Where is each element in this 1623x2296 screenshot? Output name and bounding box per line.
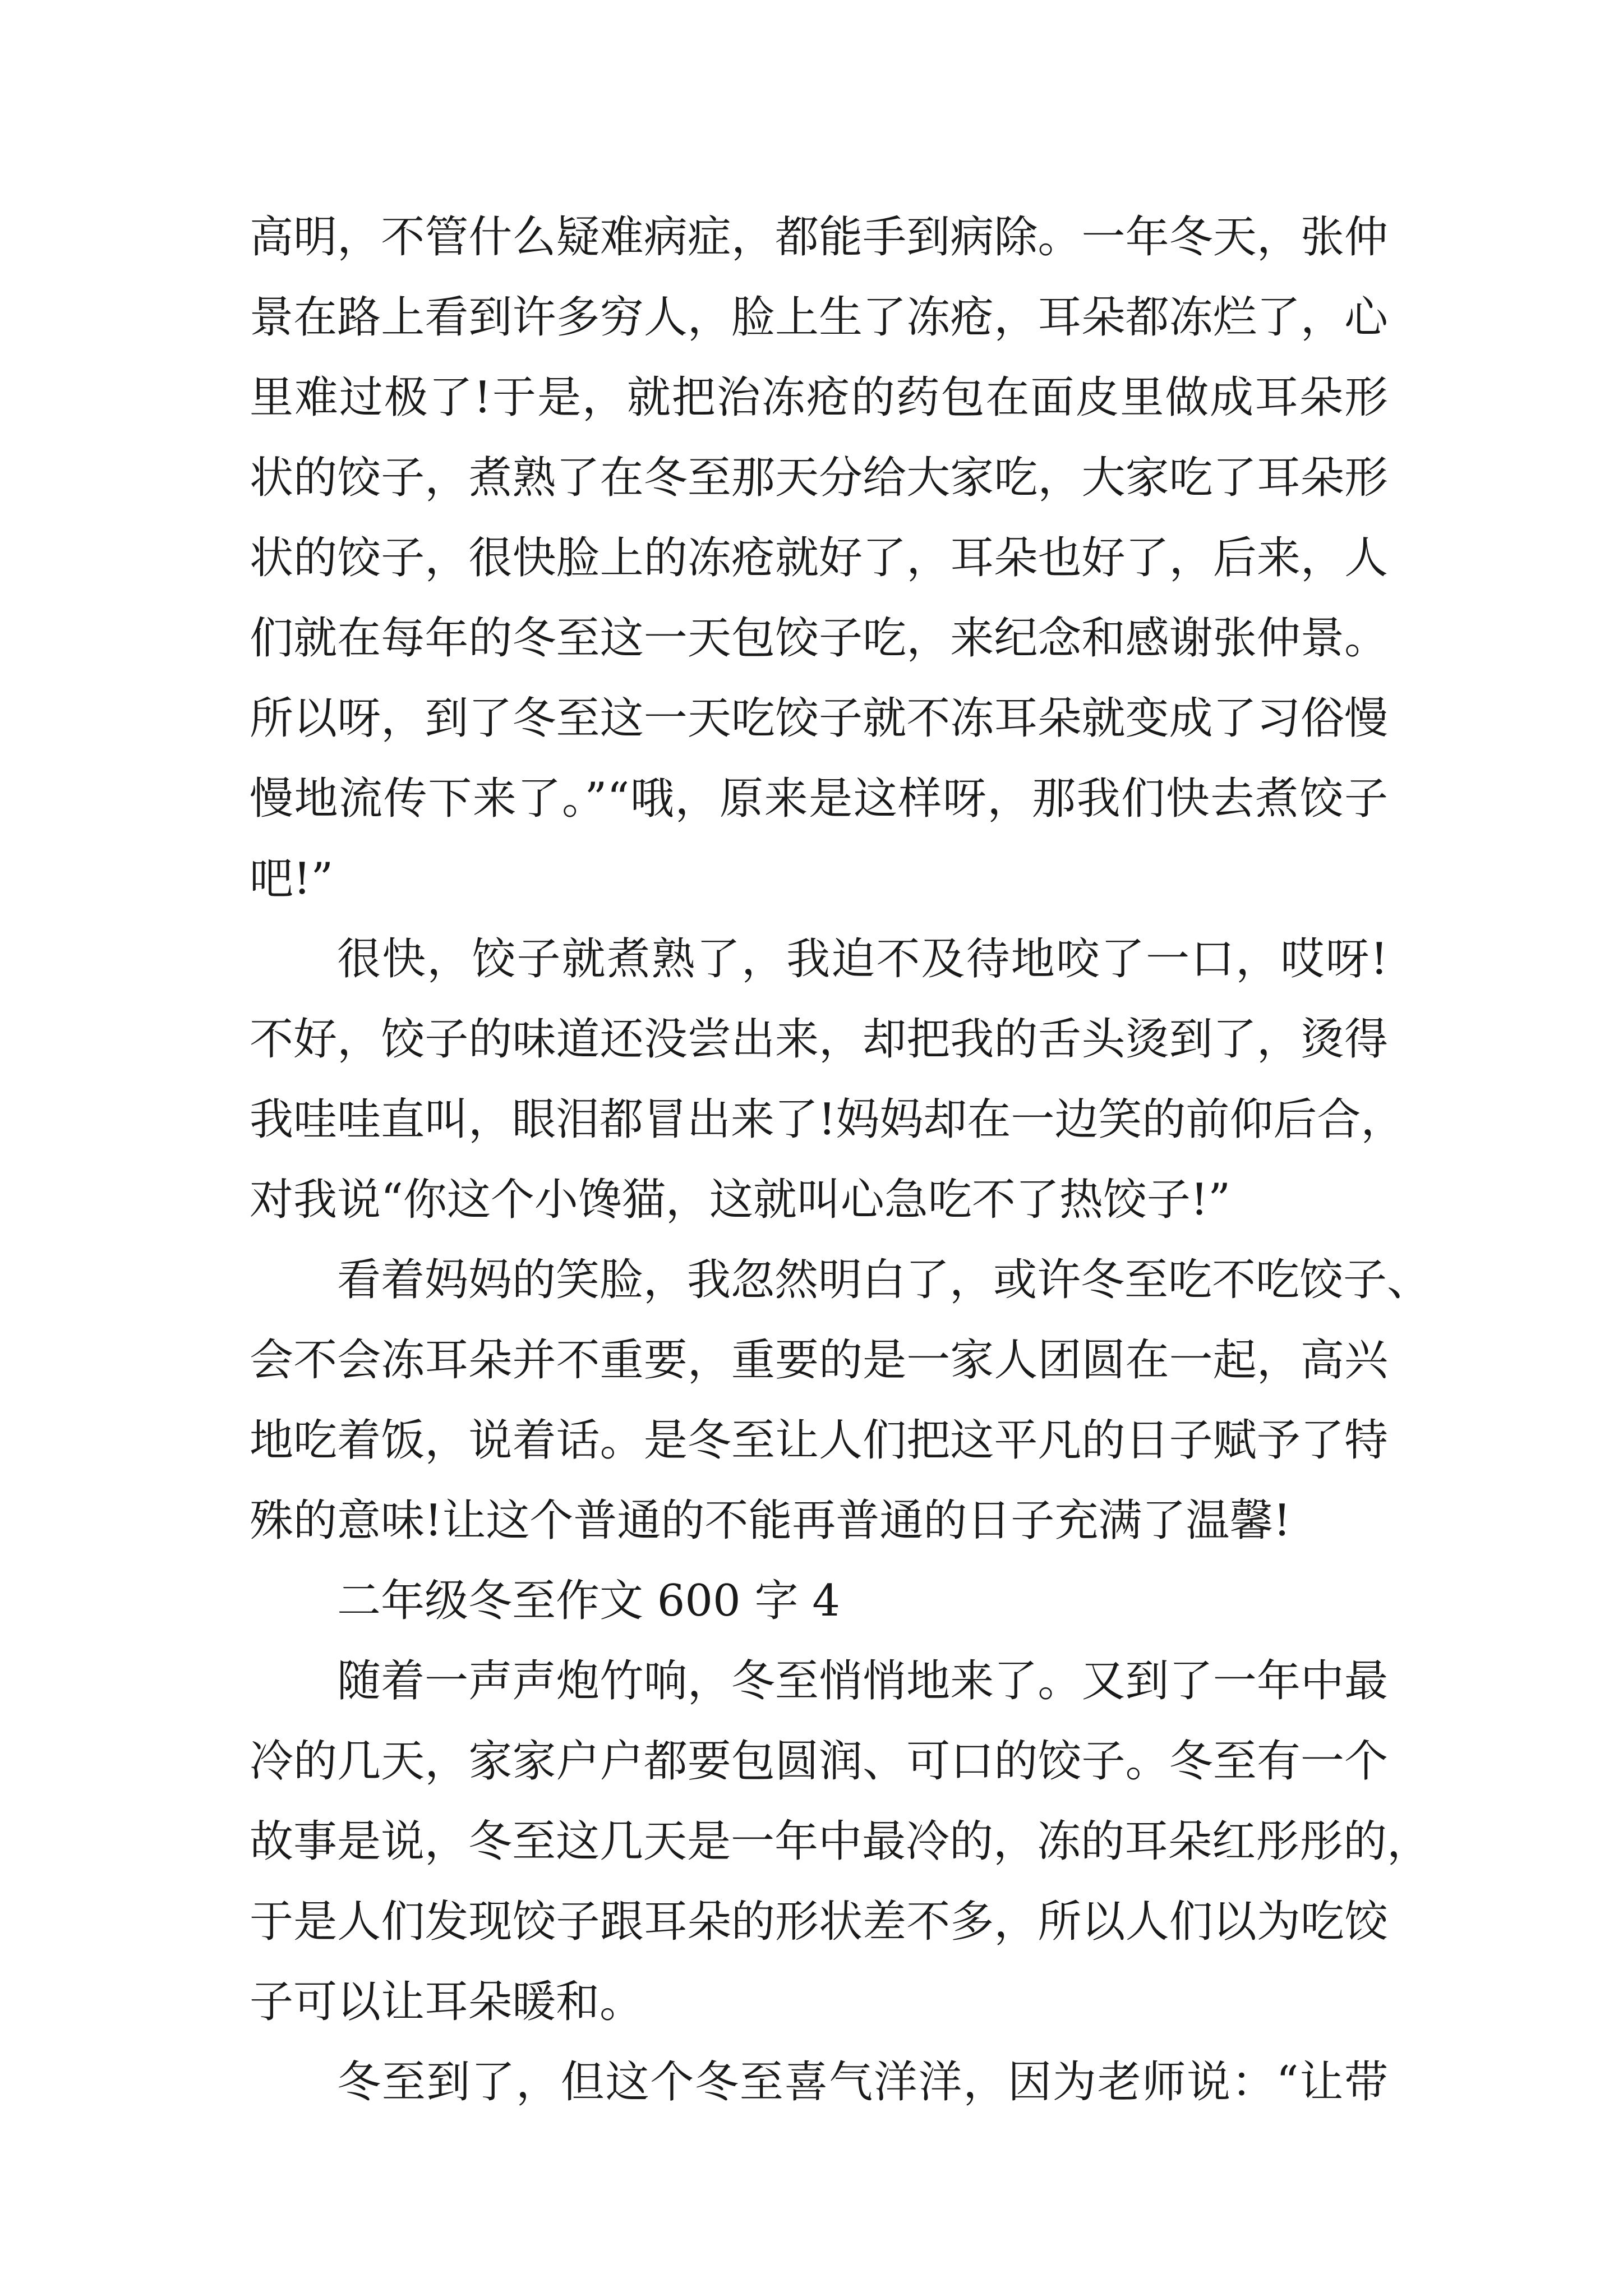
text-line: 我哇哇直叫，眼泪都冒出来了!妈妈却在一边笑的前仰后合， bbox=[250, 1094, 1405, 1145]
text-line: 状的饺子，很快脸上的冻疮就好了，耳朵也好了，后来，人 bbox=[250, 533, 1388, 583]
text-line: 于是人们发现饺子跟耳朵的形状差不多，所以人们以为吃饺 bbox=[250, 1897, 1388, 1947]
text-line: 会不会冻耳朵并不重要，重要的是一家人团圆在一起，高兴 bbox=[250, 1335, 1388, 1386]
text-line: 状的饺子，煮熟了在冬至那天分给大家吃，大家吃了耳朵形 bbox=[250, 453, 1388, 503]
text-line: 不好，饺子的味道还没尝出来，却把我的舌头烫到了，烫得 bbox=[250, 1014, 1388, 1065]
section-heading: 二年级冬至作文 600 字 4 bbox=[337, 1576, 840, 1626]
text-line: 里难过极了!于是，就把治冻疮的药包在面皮里做成耳朵形 bbox=[250, 372, 1388, 423]
text-line: 所以呀，到了冬至这一天吃饺子就不冻耳朵就变成了习俗慢 bbox=[250, 693, 1388, 744]
text-line: 冬至到了，但这个冬至喜气洋洋，因为老师说：“让带 bbox=[337, 2057, 1388, 2108]
text-line: 景在路上看到许多穷人，脸上生了冻疮，耳朵都冻烂了，心 bbox=[250, 292, 1388, 343]
text-line: 地吃着饭，说着话。是冬至让人们把这平凡的日子赋予了特 bbox=[250, 1415, 1388, 1466]
text-line: 子可以让耳朵暖和。 bbox=[250, 1977, 644, 2027]
text-line: 随着一声声炮竹响，冬至悄悄地来了。又到了一年中最 bbox=[337, 1656, 1388, 1706]
text-line: 很快，饺子就煮熟了，我迫不及待地咬了一口，哎呀! bbox=[337, 934, 1388, 984]
text-line: 高明，不管什么疑难病症，都能手到病除。一年冬天，张仲 bbox=[250, 212, 1388, 263]
text-line: 看着妈妈的笑脸，我忽然明白了，或许冬至吃不吃饺子、 bbox=[337, 1255, 1431, 1305]
text-line: 吧!” bbox=[250, 854, 334, 904]
text-line: 冷的几天，家家户户都要包圆润、可口的饺子。冬至有一个 bbox=[250, 1736, 1388, 1787]
text-line: 们就在每年的冬至这一天包饺子吃，来纪念和感谢张仲景。 bbox=[250, 613, 1388, 664]
text-line: 对我说“你这个小馋猫，这就叫心急吃不了热饺子!” bbox=[250, 1175, 1231, 1225]
text-line: 故事是说，冬至这几天是一年中最冷的，冻的耳朵红彤彤的， bbox=[250, 1816, 1431, 1867]
text-line: 殊的意味!让这个普通的不能再普通的日子充满了温馨! bbox=[250, 1496, 1291, 1546]
text-line: 慢地流传下来了。”“哦，原来是这样呀，那我们快去煮饺子 bbox=[250, 774, 1388, 824]
body-text bbox=[250, 197, 1431, 2123]
